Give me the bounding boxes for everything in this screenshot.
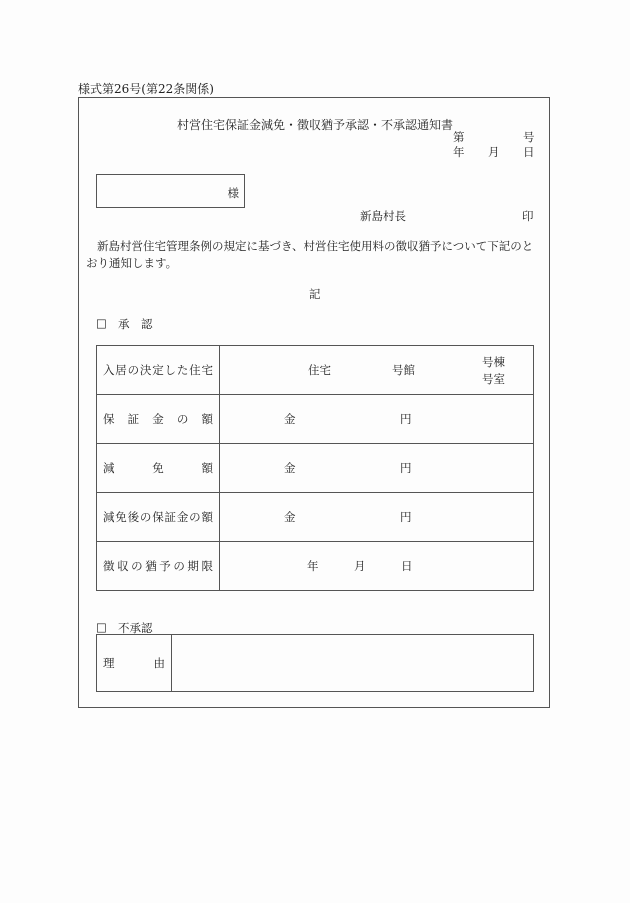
row-value[interactable] xyxy=(220,395,534,444)
table-row xyxy=(97,493,534,542)
row-value[interactable] xyxy=(220,444,534,493)
value-part: 号棟 xyxy=(482,355,505,369)
row-value[interactable] xyxy=(220,493,534,542)
document-title: 村営住宅保証金減免・徴収猶予承認・不承認通知書 xyxy=(176,118,453,132)
row-value[interactable] xyxy=(220,542,534,591)
date-year: 年 xyxy=(453,145,465,159)
reason-label-part: 由 xyxy=(153,656,165,670)
row-label: 入居の決定した住宅 xyxy=(97,346,220,395)
row-label: 保証金の額 xyxy=(97,395,220,444)
row-value[interactable] xyxy=(220,346,534,395)
table-row xyxy=(97,395,534,444)
value-part: 円 xyxy=(400,461,412,475)
addressee-suffix: 様 xyxy=(227,186,239,200)
issuer: 新島村長 xyxy=(360,209,406,223)
reason-field[interactable] xyxy=(172,635,534,692)
rejection-table xyxy=(96,634,534,692)
body-text: 新島村営住宅管理条例の規定に基づき、村営住宅使用料の徴収猶予について下記のとおり通知します。 xyxy=(86,239,534,270)
approval-label: 承 認 xyxy=(118,317,153,331)
row-label: 徴収の猶予の期限 xyxy=(97,542,220,591)
ki-heading: 記 xyxy=(309,287,321,301)
value-part: 月 xyxy=(354,559,366,573)
value-part: 年 xyxy=(307,559,319,573)
value-part: 円 xyxy=(400,412,412,426)
table-row xyxy=(97,346,534,395)
table-row xyxy=(97,635,534,692)
addressee-box[interactable] xyxy=(96,174,245,208)
number-suffix: 号 xyxy=(523,130,535,144)
value-part: 日 xyxy=(401,559,413,573)
seal-mark: 印 xyxy=(522,209,534,223)
date-day: 日 xyxy=(523,145,535,159)
value-part: 号館 xyxy=(392,363,415,377)
value-part: 金 xyxy=(284,510,296,524)
value-part: 号室 xyxy=(482,372,505,386)
row-label: 減免額 xyxy=(97,444,220,493)
value-part: 金 xyxy=(284,461,296,475)
row-label: 減免後の保証金の額 xyxy=(97,493,220,542)
value-part: 金 xyxy=(284,412,296,426)
reason-label-part: 理 xyxy=(103,656,115,670)
approval-checkbox[interactable]: □ xyxy=(96,316,107,330)
form-label: 様式第26号(第22条関係) xyxy=(78,82,214,96)
table-row xyxy=(97,444,534,493)
rejection-label: 不承認 xyxy=(118,621,153,635)
value-part: 住宅 xyxy=(308,363,331,377)
number-prefix: 第 xyxy=(453,130,465,144)
reason-label xyxy=(97,635,172,692)
table-row xyxy=(97,542,534,591)
date-month: 月 xyxy=(488,145,500,159)
value-part: 円 xyxy=(400,510,412,524)
rejection-checkbox[interactable]: □ xyxy=(96,620,107,634)
approval-table xyxy=(96,345,534,591)
